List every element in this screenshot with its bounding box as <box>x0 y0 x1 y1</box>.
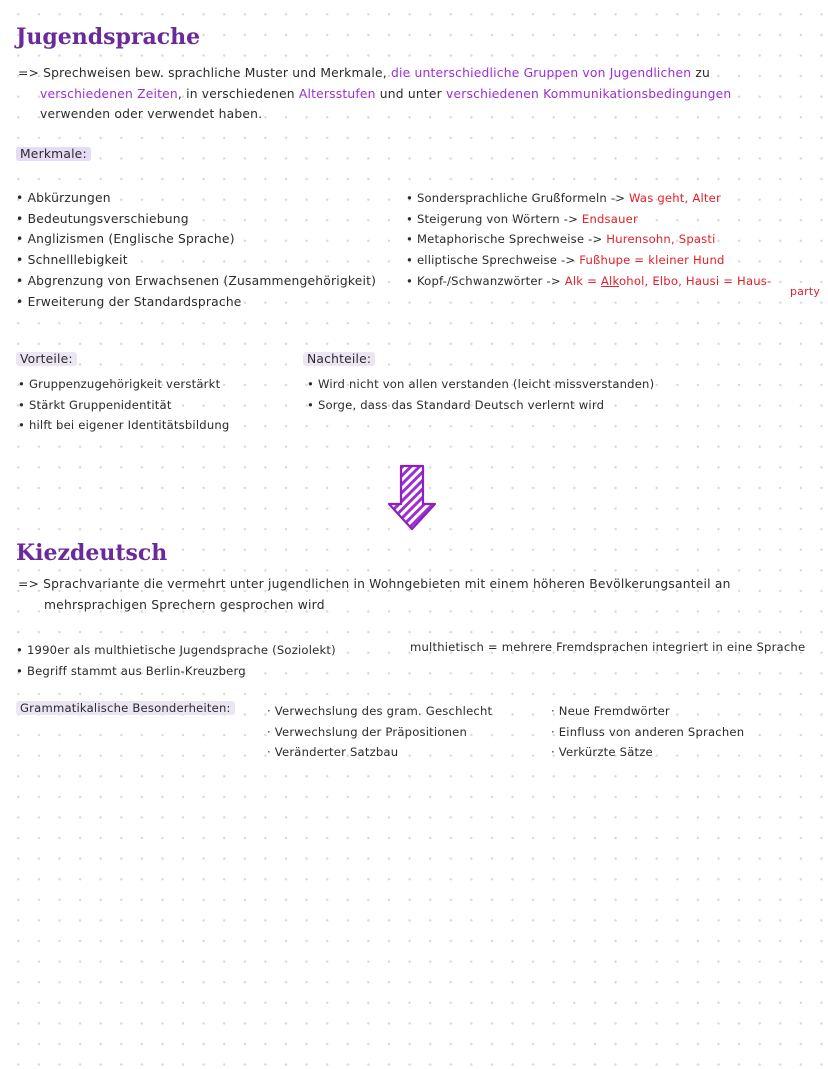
vorteile-label <box>16 352 77 366</box>
example-text: Endsauer <box>581 211 638 226</box>
merkmale-label-text: Merkmale: <box>16 147 91 161</box>
list-item: • Bedeutungsverschiebung <box>16 211 189 226</box>
list-item: · Verkürzte Sätze <box>551 745 653 759</box>
definition-line-1 <box>18 66 710 80</box>
list-item: · Verwechslung der Präpositionen <box>267 724 468 739</box>
list-item-kopf: • Kopf-/Schwanzwörter -> Alk = Alkohol, Elbo, Hausi = Haus- <box>406 273 772 288</box>
kiez-facts <box>16 640 336 681</box>
definition-highlight: Altersstufen <box>298 87 376 101</box>
definition-line-3: verwenden oder verwendet haben. <box>40 107 263 121</box>
list-item: • Schnelllebigkeit <box>16 253 128 268</box>
list-item: • Metaphorische Sprechweise -> Hurensohn, Spasti <box>406 232 716 247</box>
definition-highlight: verschiedenen Zeiten <box>40 87 178 101</box>
vorteile-label-text: Vorteile: <box>16 352 77 366</box>
definition-text: Sprachvariante die vermehrt unter jugendlichen in Wohngebieten mit einem höheren Bevölkerungsanteil an <box>43 577 731 591</box>
list-item: • elliptische Sprechweise -> Fußhupe = kleiner Hund <box>406 253 725 268</box>
kiez-definition-line-2: mehrsprachigen Sprechern gesprochen wird <box>44 598 325 612</box>
merkmale-label <box>16 147 91 161</box>
list-item: · Neue Fremdwörter <box>551 704 670 718</box>
grammatik-label <box>16 701 235 715</box>
example-text: Hurensohn, Spasti <box>606 232 716 247</box>
definition-highlight: verschiedenen Kommunikationsbedingungen <box>446 87 732 101</box>
kopf-example-continuation: party <box>790 285 821 298</box>
definition-text: und unter <box>379 87 442 101</box>
list-item: · Verwechslung des gram. Geschlecht <box>267 704 493 718</box>
example-text: Fußhupe = kleiner Hund <box>579 253 725 268</box>
vorteile-list <box>18 374 230 436</box>
merkmale-list-right <box>406 188 771 292</box>
merkmale-list-left <box>16 188 376 312</box>
list-item: • Erweiterung der Standardsprache <box>16 294 242 309</box>
list-item: • Stärkt Gruppenidentität <box>18 397 172 412</box>
list-item: • Anglizismen (Englische Sprache) <box>16 232 235 247</box>
list-item: • Begriff stammt aus Berlin-Kreuzberg <box>16 663 246 678</box>
list-item: • Sorge, dass das Standard Deutsch verlernt wird <box>307 397 605 412</box>
definition-text: , in verschiedenen <box>177 87 295 101</box>
section-title-jugendsprache: Jugendsprache <box>16 24 201 50</box>
list-item: • Wird nicht von allen verstanden (leicht missverstanden) <box>307 377 655 391</box>
list-item: • Abkürzungen <box>16 191 111 205</box>
down-arrow-icon <box>386 464 438 532</box>
grammatik-label-text: Grammatikalische Besonderheiten: <box>16 701 235 715</box>
list-item: • hilft bei eigener Identitätsbildung <box>18 418 230 432</box>
list-item: · Einfluss von anderen Sprachen <box>551 724 745 739</box>
list-item: • Sondersprachliche Grußformeln -> Was geht, Alter <box>406 191 721 205</box>
list-item: • 1990er als multhietische Jugendsprache (Soziolekt) <box>16 643 336 657</box>
nachteile-list <box>307 374 654 415</box>
nachteile-label <box>303 352 375 366</box>
definition-arrow: => <box>18 66 40 80</box>
definition-line-2 <box>40 87 731 101</box>
list-item: • Gruppenzugehörigkeit verstärkt <box>18 377 221 391</box>
list-item: · Veränderter Satzbau <box>267 745 399 759</box>
nachteile-label-text: Nachteile: <box>303 352 375 366</box>
definition-highlight: die unterschiedliche Gruppen von Jugendlichen <box>391 66 692 80</box>
section-title-kiezdeutsch: Kiezdeutsch <box>16 540 168 566</box>
grammatik-list-2 <box>551 701 744 763</box>
list-item: • Abgrenzung von Erwachsenen (Zusammengehörigkeit) <box>16 273 377 288</box>
kiez-definition-line-1 <box>18 577 731 591</box>
list-item: • Steigerung von Wörtern -> Endsauer <box>406 211 638 226</box>
definition-text: zu <box>695 66 711 80</box>
definition-arrow: => <box>18 577 40 591</box>
example-text: Was geht, Alter <box>629 191 721 205</box>
multhietisch-definition: multhietisch = mehrere Fremdsprachen integriert in eine Sprache <box>410 640 806 654</box>
grammatik-list-1 <box>267 701 492 763</box>
definition-text: Sprechweisen bew. sprachliche Muster und Merkmale, <box>43 66 387 80</box>
